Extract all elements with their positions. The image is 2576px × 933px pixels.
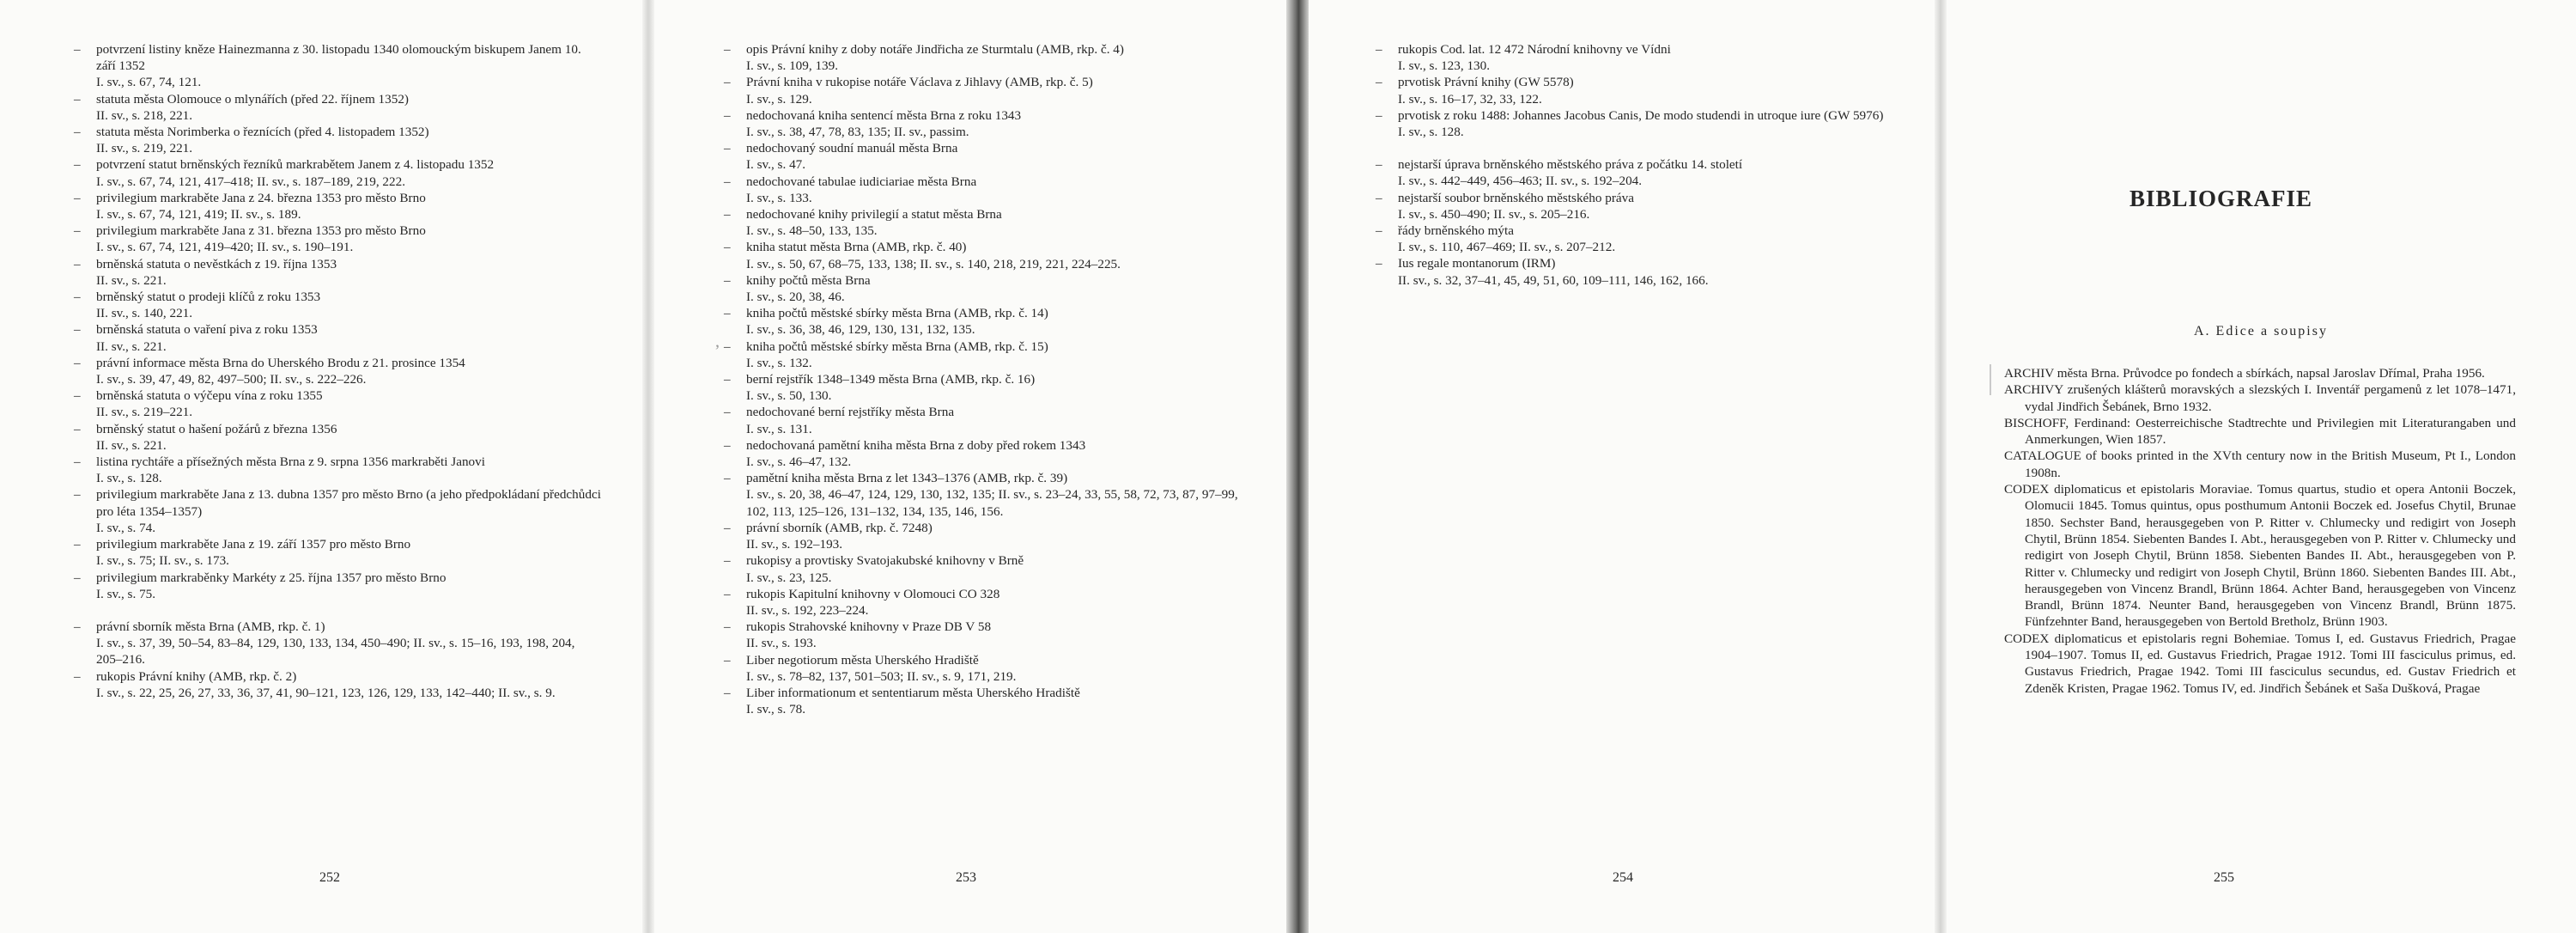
entry-reference: I. sv., s. 450–490; II. sv., s. 205–216. [1398, 206, 1590, 222]
entry-title: pamětní kniha města Brna z let 1343–1376 (AMB, rkp. č. 39) [746, 471, 1068, 486]
entry-reference: I. sv., s. 128. [1398, 125, 1464, 140]
index-entry [74, 289, 602, 321]
entry-dash: – [724, 619, 731, 635]
entry-dash: – [724, 75, 731, 90]
entry-dash: – [74, 570, 81, 585]
entry-reference: I. sv., s. 123, 130. [1398, 58, 1491, 74]
index-entry [1376, 41, 1899, 74]
entry-dash: – [724, 586, 731, 601]
entry-reference: II. sv., s. 193. [746, 636, 817, 651]
entry-title: potvrzení listiny kněze Hainezmanna z 30. listopadu 1340 olomouckým biskupem Janem 10. září 1352 [96, 42, 581, 74]
entry-dash: – [74, 290, 81, 305]
entry-dash: – [74, 487, 81, 503]
entry-dash: – [1376, 223, 1382, 239]
entry-reference: II. sv., s. 218, 221. [96, 107, 193, 123]
index-entry [724, 371, 1258, 404]
entry-title: statuta města Norimberka o řeznících (před 4. listopadem 1352) [96, 125, 429, 140]
entry-reference: I. sv., s. 67, 74, 121, 419; II. sv., s. 189. [96, 207, 301, 223]
entry-reference: I. sv., s. 442–449, 456–463; II. sv., s. 192–204. [1398, 174, 1643, 189]
entry-title: privilegium markraběnky Markéty z 25. října 1357 pro město Brno [96, 570, 447, 585]
entry-dash: – [724, 240, 731, 255]
entry-title: nedochované knihy privilegií a statut města Brna [746, 207, 1002, 223]
entry-reference: II. sv., s. 221. [96, 272, 167, 288]
entry-dash: – [74, 619, 81, 634]
entry-reference: I. sv., s. 133. [746, 190, 812, 205]
entry-reference: I. sv., s. 109, 139. [746, 58, 839, 74]
entry-title: Právní kniha v rukopise notáře Václava z Jihlavy (AMB, rkp. č. 5) [746, 75, 1093, 90]
entry-title: nedochovaný soudní manuál města Brna [746, 141, 958, 156]
bibliography-entry: ARCHIVY zrušených klášterů moravských a slezských I. Inventář pergamenů z let 1078–1471, vydal Jindřich Šebánek, Brno 1932. [2004, 382, 2516, 414]
entry-reference: II. sv., s. 192, 223–224. [746, 602, 869, 618]
entry-reference: II. sv., s. 32, 37–41, 45, 49, 51, 60, 109–111, 146, 162, 166. [1398, 272, 1709, 288]
index-entry [74, 570, 602, 602]
entry-reference: I. sv., s. 36, 38, 46, 129, 130, 131, 132, 135. [746, 322, 975, 338]
bibliography-list [2004, 365, 2516, 697]
entry-title: rukopis Kapitulní knihovny v Olomouci CO 328 [746, 586, 1000, 601]
entry-reference: I. sv., s. 67, 74, 121. [96, 75, 202, 90]
entry-title: nedochované tabulae iudiciariae města Brna [746, 174, 977, 189]
index-entry [1376, 190, 1899, 223]
entry-dash: – [724, 207, 731, 223]
entry-title: kniha statut města Brna (AMB, rkp. č. 40) [746, 240, 967, 255]
entry-title: nejstarší úprava brněnského městského práva z počátku 14. století [1398, 157, 1743, 173]
index-entry [74, 486, 602, 536]
entry-reference: I. sv., s. 37, 39, 50–54, 83–84, 129, 130, 133, 134, 450–490; II. sv., s. 15–16, 193, 198, 204, 205–216. [96, 636, 575, 668]
index-entry [74, 355, 602, 387]
index-entry [74, 41, 602, 91]
entry-dash: – [1376, 107, 1382, 123]
entry-reference: II. sv., s. 192–193. [746, 537, 843, 552]
entry-title: prvotisk z roku 1488: Johannes Jacobus Canis, De modo studendi in utroque iure (GW 5976) [1398, 107, 1884, 123]
entry-title: statuta města Olomouce o mlynářích (před 22. říjnem 1352) [96, 91, 409, 107]
entry-reference: I. sv., s. 50, 130. [746, 388, 832, 404]
bibliography-entry: CODEX diplomaticus et epistolaris Moraviae. Tomus quartus, studio et opera Antonii Boczek, Olomucii 1845. Tomus quintus, opus posthumum Antonii Boczek ed. Josefus Chytil, Brunae 1850. Sechster Band, herausgegeben von P. Ritter v. Chlumecky und redigirt von Joseph Chytil, Brünn 1854. Siebenten Bandes I. Abt., herausgegeben von P. Ritter v. Chlumecky und redigirt von Joseph Chytil, Brünn 1858. Siebenten Bandes II. Abt., herausgegeben von P. Ritter v. Chlumecky und redigirt von Joseph Chytil, Brünn 1860. Siebenten Bandes III. Abt., herausgegeben von Vincenz Brandl, Brünn 1864. Achter Band, herausgegeben von Vincenz Brandl, Brünn 1874. Neunter Band, herausgegeben von Vincenz Brandl, Brünn 1875. Fünfzehnter Band, herausgegeben von Bertold Bretholz, Brünn 1903. [2004, 482, 2516, 630]
index-entry [74, 190, 602, 223]
index-entry [724, 437, 1258, 470]
entry-dash: – [74, 537, 81, 552]
page-255 [1941, 0, 2576, 933]
entry-dash: – [74, 91, 81, 107]
index-entry [74, 156, 602, 189]
entry-dash: – [724, 553, 731, 569]
entry-dash: – [724, 685, 731, 700]
entry-title: brněnská statuta o vaření piva z roku 1353 [96, 322, 318, 338]
entry-reference: I. sv., s. 131. [746, 421, 812, 436]
index-entries [74, 41, 602, 701]
index-entry [74, 454, 602, 486]
entry-dash: – [724, 107, 731, 123]
entry-title: rukopisy a provtisky Svatojakubské knihovny v Brně [746, 553, 1024, 569]
index-entries [724, 41, 1258, 717]
entry-title: Liber informationum et sententiarum města Uherského Hradiště [746, 685, 1080, 700]
entry-title: Ius regale montanorum (IRM) [1398, 256, 1556, 271]
entry-title: brněnský statut o prodeji klíčů z roku 1353 [96, 290, 321, 305]
entry-reference: I. sv., s. 23, 125. [746, 570, 832, 585]
page-number: 253 [956, 870, 976, 885]
entry-reference: I. sv., s. 38, 47, 78, 83, 135; II. sv., passim. [746, 125, 969, 140]
entry-reference: II. sv., s. 221. [96, 437, 167, 453]
entry-reference: I. sv., s. 129. [746, 91, 812, 107]
entry-dash: – [724, 520, 731, 535]
entry-dash: – [74, 125, 81, 140]
index-entry [74, 256, 602, 289]
index-entry [724, 552, 1258, 585]
index-entry [724, 520, 1258, 552]
entry-title: privilegium markraběte Jana z 24. března 1353 pro město Brno [96, 190, 426, 205]
index-entry [724, 239, 1258, 271]
entry-reference: II. sv., s. 219, 221. [96, 141, 193, 156]
entry-reference: I. sv., s. 75. [96, 586, 156, 601]
book-spine-shadow [1286, 0, 1309, 933]
page-gutter [642, 0, 654, 933]
page-252 [0, 0, 648, 933]
index-entry [1376, 74, 1899, 107]
entry-dash: – [724, 405, 731, 420]
index-entry [724, 470, 1258, 520]
entry-title: berní rejstřík 1348–1349 města Brna (AMB, rkp. č. 16) [746, 372, 1036, 387]
entry-title: brněnská statuta o nevěstkách z 19. října 1353 [96, 256, 337, 271]
entry-dash: – [74, 256, 81, 271]
index-entry [724, 652, 1258, 685]
index-entry [724, 41, 1258, 74]
index-entry [724, 107, 1258, 140]
margin-pencil-mark: ʼ [714, 342, 720, 361]
bibliography-entry: CATALOGUE of books printed in the XVth century now in the British Museum, Pt I., London 1908n. [2004, 448, 2516, 480]
index-entries [1376, 41, 1899, 289]
entry-title: Liber negotiorum města Uherského Hradiště [746, 652, 979, 668]
index-entry [74, 421, 602, 454]
entry-title: brněnská statuta o výčepu vína z roku 1355 [96, 388, 323, 404]
index-entry [724, 586, 1258, 619]
entry-dash: – [74, 157, 81, 173]
entry-title: právní sborník města Brna (AMB, rkp. č. 1) [96, 619, 325, 634]
section-heading: A. Edice a soupisy [2194, 324, 2328, 338]
entry-title: nedochované berní rejstříky města Brna [746, 405, 955, 420]
entry-dash: – [1376, 256, 1382, 271]
index-entry [1376, 107, 1899, 140]
entry-dash: – [724, 141, 731, 156]
index-entry [74, 619, 602, 668]
page-number: 255 [2214, 870, 2234, 885]
page-number: 254 [1613, 870, 1633, 885]
entry-dash: – [724, 306, 731, 321]
index-entry [724, 404, 1258, 436]
entry-reference: I. sv., s. 132. [746, 355, 812, 370]
entry-title: řády brněnského mýta [1398, 223, 1514, 239]
page-254 [1297, 0, 1941, 933]
index-entry [724, 685, 1258, 717]
entry-reference: I. sv., s. 74. [96, 520, 156, 535]
entry-dash: – [724, 272, 731, 288]
entry-dash: – [724, 338, 731, 354]
entry-dash: – [74, 42, 81, 57]
entry-title: opis Právní knihy z doby notáře Jindřicha ze Sturmtalu (AMB, rkp. č. 4) [746, 42, 1124, 57]
entry-dash: – [724, 372, 731, 387]
entry-title: rukopis Cod. lat. 12 472 Národní knihovny ve Vídni [1398, 42, 1671, 57]
entry-reference: I. sv., s. 110, 467–469; II. sv., s. 207–212. [1398, 240, 1616, 255]
index-entry [724, 206, 1258, 239]
entry-reference: I. sv., s. 75; II. sv., s. 173. [96, 553, 229, 569]
entry-reference: I. sv., s. 20, 38, 46. [746, 290, 845, 305]
entry-title: kniha počtů městské sbírky města Brna (AMB, rkp. č. 15) [746, 338, 1048, 354]
entry-dash: – [74, 223, 81, 239]
entry-title: nedochovaná kniha sentencí města Brna z roku 1343 [746, 107, 1022, 123]
entry-dash: – [74, 190, 81, 205]
index-entry [74, 668, 602, 701]
entry-title: nedochovaná pamětní kniha města Brna z doby před rokem 1343 [746, 437, 1086, 453]
entry-title: právní sborník (AMB, rkp. č. 7248) [746, 520, 933, 535]
page-253 [648, 0, 1297, 933]
index-entry [1376, 223, 1899, 255]
index-entry [74, 223, 602, 255]
entry-reference: II. sv., s. 219–221. [96, 405, 193, 420]
entry-dash: – [724, 471, 731, 486]
entry-dash: – [74, 421, 81, 436]
entry-dash: – [74, 322, 81, 338]
entry-reference: I. sv., s. 50, 67, 68–75, 133, 138; II. sv., s. 140, 218, 219, 221, 224–225. [746, 256, 1121, 271]
index-entry [724, 305, 1258, 338]
entry-dash: – [724, 174, 731, 189]
entry-reference: I. sv., s. 16–17, 32, 33, 122. [1398, 91, 1542, 107]
entry-title: nejstarší soubor brněnského městského práva [1398, 190, 1634, 205]
entry-title: potvrzení statut brněnských řezníků markrabětem Janem z 4. listopadu 1352 [96, 157, 495, 173]
page-number: 252 [319, 870, 340, 885]
entry-title: privilegium markraběte Jana z 31. března 1353 pro město Brno [96, 223, 426, 239]
entry-reference: I. sv., s. 22, 25, 26, 27, 33, 36, 37, 41, 90–121, 123, 126, 129, 133, 142–440; II. sv., s. 9. [96, 685, 556, 700]
bibliography-entry: CODEX diplomaticus et epistolaris regni Bohemiae. Tomus I, ed. Gustavus Friedrich, Pragae 1904–1907. Tomus II, ed. Gustavus Friedrich, Pragae 1912. Tomi III fasciculus primus, ed. Gustavus Friedrich, Pragae 1942. Tomi III fasciculus secundus, ed. Gustav Friedrich et Zdeněk Kristen, Pragae 1962. Tomus IV, ed. Jindřich Šebánek et Saša Dušková, Pragae [2004, 631, 2516, 696]
index-entry [74, 91, 602, 124]
entry-dash: – [724, 42, 731, 57]
entry-title: listina rychtáře a přísežných města Brna z 9. srpna 1356 markraběti Janovi [96, 454, 485, 470]
entry-dash: – [724, 652, 731, 668]
entry-reference: I. sv., s. 47. [746, 157, 806, 173]
entry-reference: I. sv., s. 48–50, 133, 135. [746, 223, 878, 239]
entry-reference: I. sv., s. 39, 47, 49, 82, 497–500; II. sv., s. 222–226. [96, 372, 367, 387]
entry-dash: – [74, 355, 81, 370]
bibliography-title: BIBLIOGRAFIE [2129, 186, 2313, 211]
entry-title: rukopis Právní knihy (AMB, rkp. č. 2) [96, 668, 297, 684]
index-entry [724, 272, 1258, 305]
index-entry [1376, 255, 1899, 288]
page-gutter [1935, 0, 1947, 933]
entry-title: prvotisk Právní knihy (GW 5578) [1398, 75, 1574, 90]
entry-reference: I. sv., s. 46–47, 132. [746, 454, 852, 470]
index-entry [724, 74, 1258, 107]
entry-dash: – [724, 437, 731, 453]
index-entry [74, 124, 602, 156]
index-entry [724, 140, 1258, 173]
entry-title: brněnský statut o hašení požárů z března 1356 [96, 421, 337, 436]
margin-mark [1990, 364, 1999, 395]
entry-title: právní informace města Brna do Uherského Brodu z 21. prosince 1354 [96, 355, 465, 370]
bibliography-entry: BISCHOFF, Ferdinand: Oesterreichische Stadtrechte und Privilegien mit Literaturangaben und Anmerkungen, Wien 1857. [2004, 415, 2516, 448]
entry-dash: – [74, 454, 81, 470]
entry-title: kniha počtů městské sbírky města Brna (AMB, rkp. č. 14) [746, 306, 1048, 321]
entry-title: privilegium markraběte Jana z 13. dubna 1357 pro město Brno (a jeho předpokládaní předchůdci pro léta 1354–1357) [96, 487, 601, 519]
entry-reference: II. sv., s. 140, 221. [96, 306, 193, 321]
index-entry [74, 387, 602, 420]
entry-dash: – [1376, 75, 1382, 90]
index-entry [74, 321, 602, 354]
entry-dash: – [1376, 157, 1382, 173]
entry-reference: I. sv., s. 67, 74, 121, 417–418; II. sv., s. 187–189, 219, 222. [96, 174, 405, 189]
entry-dash: – [1376, 42, 1382, 57]
bibliography-entry: ARCHIV města Brna. Průvodce po fondech a sbírkách, napsal Jaroslav Dřímal, Praha 1956. [2004, 366, 2485, 381]
entry-reference: II. sv., s. 221. [96, 338, 167, 354]
entry-reference: I. sv., s. 67, 74, 121, 419–420; II. sv., s. 190–191. [96, 240, 354, 255]
index-entry [74, 536, 602, 569]
entry-dash: – [1376, 190, 1382, 205]
index-entry [1376, 156, 1899, 189]
entry-title: rukopis Strahovské knihovny v Praze DB V 58 [746, 619, 992, 635]
entry-title: privilegium markraběte Jana z 19. září 1357 pro město Brno [96, 537, 411, 552]
entry-reference: I. sv., s. 78–82, 137, 501–503; II. sv., s. 9, 171, 219. [746, 668, 1017, 684]
entry-title: knihy počtů města Brna [746, 272, 871, 288]
entry-reference: I. sv., s. 78. [746, 702, 806, 717]
entry-dash: – [74, 668, 81, 684]
index-entry [724, 338, 1258, 371]
entry-dash: – [74, 388, 81, 404]
index-entry [724, 619, 1258, 651]
index-entry [724, 174, 1258, 206]
entry-reference: I. sv., s. 128. [96, 471, 162, 486]
entry-reference: I. sv., s. 20, 38, 46–47, 124, 129, 130, 132, 135; II. sv., s. 23–24, 33, 55, 58, 72, 73, 87, 97–99, 102, 113, 125–126, 131–132, 134, 135, 146, 156. [746, 487, 1238, 519]
